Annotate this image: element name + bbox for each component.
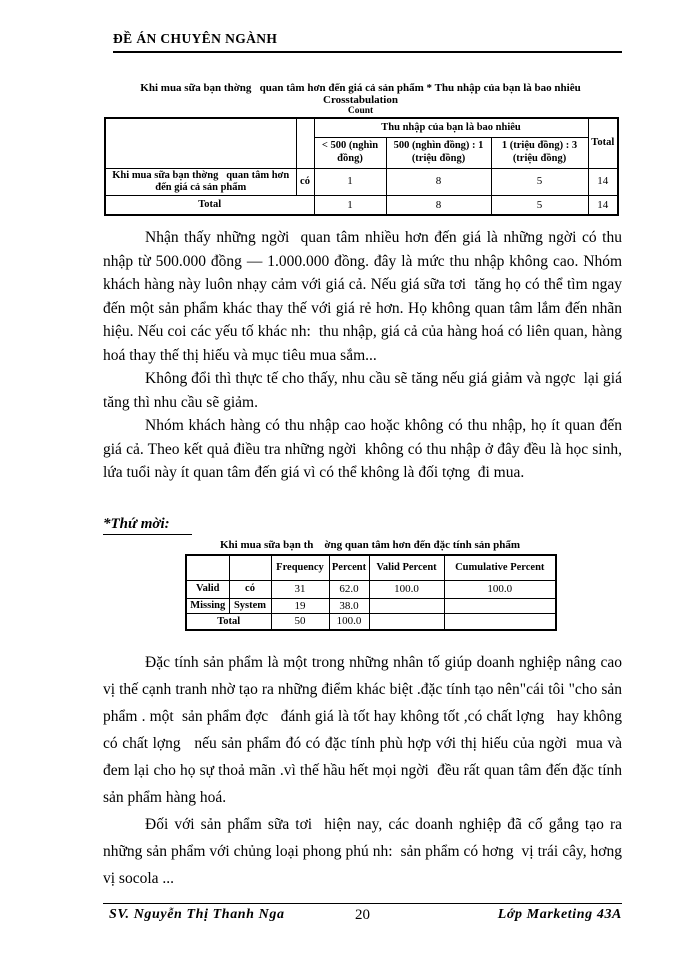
frequency-item-cell: System	[229, 598, 271, 614]
crosstab-total-value-cell: 5	[491, 196, 588, 215]
crosstab-total-value-cell: 14	[588, 196, 618, 215]
footer-author: SV. Nguyễn Thị Thanh Nga	[109, 907, 285, 922]
crosstab-value-cell: 5	[491, 168, 588, 196]
paragraph: Nhóm khách hàng có thu nhập cao hoặc không có thu nhập, họ ít quan đến giá cả. Theo kết quả điều tra những ngời không có thu nhập ở đây đều là học sinh, lứa tuổi này ít quan tâm đến giá vì có thể không là đối tợng đi mua.	[103, 417, 626, 481]
frequency-total-value-cell	[444, 614, 556, 630]
footer-class-name: Lớp Marketing 43A	[497, 907, 622, 922]
body-text-block-1	[103, 226, 626, 485]
crosstab-value-cell: 14	[588, 168, 618, 196]
frequency-data-row	[186, 580, 556, 598]
body-text-block-2	[103, 649, 630, 892]
crosstab-total-row	[105, 196, 618, 215]
crosstab-total-column-header: Total	[588, 118, 618, 168]
frequency-header-row	[186, 555, 556, 580]
frequency-blank-cell	[186, 555, 229, 580]
frequency-total-value-cell: 50	[271, 614, 329, 630]
frequency-blank-cell	[229, 555, 271, 580]
crosstab-total-row-label: Total	[105, 196, 314, 215]
footer-divider	[103, 903, 622, 904]
frequency-total-row	[186, 614, 556, 630]
paragraph: Đặc tính sản phẩm là một trong những nhân tố giúp doanh nghiệp nâng cao vị thế cạnh tranh nhờ tạo ra những điểm khác biệt .đặc tính tạo nên"cái tôi "cho sản phẩm . một sản phẩm đợc đánh giá là tốt hay không tốt ,có chất lợng hay không có chất lợng nếu sản phẩm đó có đặc tính phù hợp với thị hiếu của ngời mua và đem lại cho họ sự thoả mãn .vì thế hầu hết mọi ngời đều rất quan tâm đến đặc tính sản phẩm hàng hoá.	[103, 654, 626, 806]
crosstab-row-label-cell: Khi mua sữa bạn thờng quan tâm hơn đến giá cả sản phẩm	[105, 168, 296, 196]
frequency-data-row	[186, 598, 556, 614]
crosstab-column-header-cell: 1 (triệu đồng) : 3 (triệu đồng)	[491, 137, 588, 168]
frequency-value-cell: 100.0	[369, 580, 444, 598]
crosstab-blank-cell	[105, 118, 296, 168]
crosstab-title-block	[104, 82, 617, 116]
crosstab-count-label: Count	[347, 106, 374, 116]
section-heading: *Thứ mời:	[103, 516, 192, 535]
crosstab-title: Khi mua sữa bạn thờng quan tâm hơn đến giá cả sản phẩm * Thu nhập của bạn là bao nhiêu	[140, 82, 581, 94]
frequency-total-value-cell	[369, 614, 444, 630]
crosstab-blank-cell	[296, 118, 314, 168]
crosstab-column-header-cell: 500 (nghìn đồng) : 1 (triệu đồng)	[386, 137, 491, 168]
frequency-value-cell: 38.0	[329, 598, 369, 614]
crosstab-value-cell: 8	[386, 168, 491, 196]
frequency-column-header-cell: Frequency	[271, 555, 329, 580]
crosstab-subtitle: Crosstabulation	[323, 94, 398, 106]
crosstab-total-value-cell: 8	[386, 196, 491, 215]
paragraph: Đối với sản phẩm sữa tơi hiện nay, các doanh nghiệp đã cố gắng tạo ra những sản phẩm với chủng loại phong phú nh: sản phẩm có hơng vị trái cây, hơng vị socola ...	[103, 816, 630, 887]
crosstab-value-cell: 1	[314, 168, 386, 196]
frequency-value-cell: 100.0	[444, 580, 556, 598]
frequency-column-header-cell: Percent	[329, 555, 369, 580]
crosstab-row-key-cell: có	[296, 168, 314, 196]
crosstab-group-header-cell: Thu nhập của bạn là bao nhiêu	[314, 118, 588, 137]
frequency-value-cell: 62.0	[329, 580, 369, 598]
frequency-item-cell: có	[229, 580, 271, 598]
footer-page-number: 20	[355, 907, 370, 923]
crosstab-data-row	[105, 168, 618, 196]
frequency-group-cell: Missing	[186, 598, 229, 614]
frequency-value-cell: 31	[271, 580, 329, 598]
frequency-total-label-cell: Total	[186, 614, 271, 630]
crosstab-group-header-row	[105, 118, 618, 137]
frequency-value-cell	[444, 598, 556, 614]
frequency-column-header-cell: Cumulative Percent	[444, 555, 556, 580]
frequency-value-cell	[369, 598, 444, 614]
crosstab-total-value-cell: 1	[314, 196, 386, 215]
crosstab-table	[104, 117, 619, 216]
frequency-table	[185, 554, 557, 631]
page-header-title: ĐỀ ÁN CHUYÊN NGÀNH	[113, 31, 622, 53]
crosstab-column-header-cell: < 500 (nghìn đồng)	[314, 137, 386, 168]
frequency-value-cell: 19	[271, 598, 329, 614]
paragraph: Không đổi thì thực tế cho thấy, nhu cầu sẽ tăng nếu giá giảm và ngợc lại giá tăng thì nhu cầu sẽ giảm.	[103, 370, 626, 411]
frequency-column-header-cell: Valid Percent	[369, 555, 444, 580]
frequency-total-value-cell: 100.0	[329, 614, 369, 630]
frequency-table-title: Khi mua sữa bạn th ờng quan tâm hơn đến đặc tính sản phẩm	[220, 539, 520, 551]
page-footer	[103, 907, 622, 927]
paragraph: Nhận thấy những ngời quan tâm nhiều hơn đến giá là những ngời có thu nhập từ 500.000 đồng — 1.000.000 đồng. đây là mức thu nhập không cao. Nhóm khách hàng này luôn nhạy cảm với giá cả. Nếu giá sữa tơi tăng họ có thể tìm ngay đến một sản phẩm khác thay thế với giá rẻ hơn. Họ không quan tâm lắm đến nhãn hiệu. Nếu coi các yếu tố khác nh: thu nhập, giá cả của hàng hoá có liên quan, hàng hoá thay thế thị hiếu và mục tiêu mua sắm...	[103, 229, 626, 364]
frequency-group-cell: Valid	[186, 580, 229, 598]
